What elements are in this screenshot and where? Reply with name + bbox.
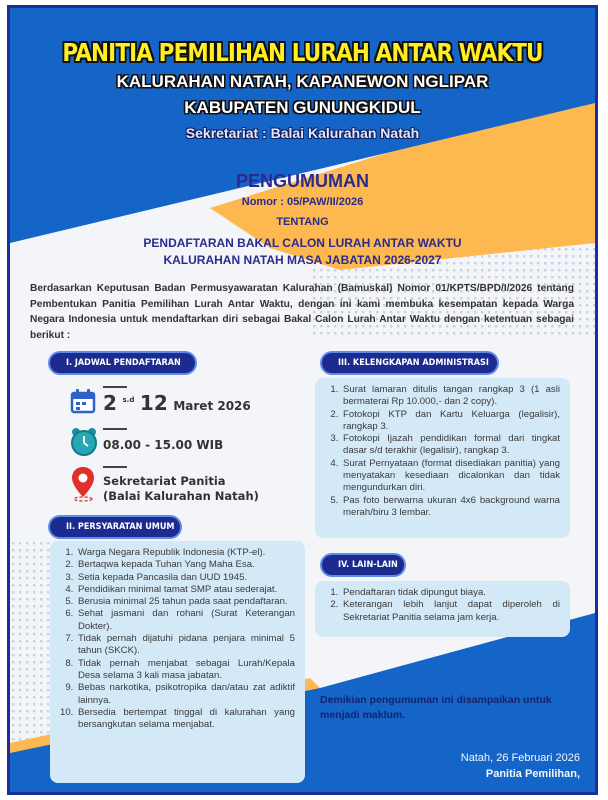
announcement-about: TENTANG (276, 216, 329, 228)
section-schedule-label: I. JADWAL PENDAFTARAN (50, 353, 195, 373)
list-item: 5. Pas foto berwarna ukuran 4x6 background warna merah/biru 3 lembar. (341, 495, 560, 520)
announcement-number: Nomor : 05/PAW/II/2026 (241, 196, 364, 208)
section-other-label: IV. LAIN-LAIN (322, 555, 404, 575)
list-item: 8. Tidak pernah menjabat sebagai Lurah/Kepala Desa selama 3 kali masa jabatan. (76, 658, 295, 683)
place-date: Natah, 26 Februari 2026 (460, 752, 580, 764)
general-requirements-box (50, 541, 305, 783)
village-line: KALURAHAN NATAH, KAPANEWON NGLIPAR (116, 72, 489, 91)
announcement-subject-line1: PENDAFTARAN BAKAL CALON LURAH ANTAR WAKTU (143, 236, 462, 250)
schedule-date-row (70, 386, 310, 416)
other-info-box (315, 581, 570, 637)
general-requirements-list (50, 541, 305, 737)
list-item: 10. Bersedia bertempat tinggal di kalurahan yang bersangkutan selama menjabat. (76, 707, 295, 732)
divider (103, 428, 127, 430)
section-general-label: II. PERSYARATAN UMUM (50, 517, 180, 537)
list-item: 4. Pendidikan minimal tamat SMP atau sederajat. (76, 584, 295, 596)
map-pin-icon (70, 466, 96, 502)
date-month: Maret 2026 (173, 399, 251, 413)
calendar-icon (70, 388, 96, 414)
signatory: Panitia Pemilihan, (485, 768, 580, 780)
schedule-time: 08.00 - 15.00 WIB (103, 438, 224, 452)
list-item: 1. Surat lamaran ditulis tangan rangkap 3 (1 asli bermaterai Rp 10.000,- dan 2 copy). (341, 384, 560, 409)
secretariat-line: Sekretariat : Balai Kalurahan Natah (185, 125, 420, 141)
schedule-place-row (70, 466, 310, 508)
section-admin-label: III. KELENGKAPAN ADMINISTRASI (322, 353, 497, 373)
place-line2: (Balai Kalurahan Natah) (103, 489, 259, 503)
list-item: 4. Surat Pernyataan (format disediakan panitia) yang menyatakan kesediaan dicalonkan dan tidak mengundurkan diri. (341, 458, 560, 495)
schedule-time-row (70, 426, 310, 458)
intro-paragraph: Berdasarkan Keputusan Badan Permusyawaratan Kalurahan (Bamuskal) Nomor 01/KPTS/BPD/I/2026 tentang Pembentukan Panitia Pemilihan Lurah Antar Waktu, dengan ini kami membuka kesempatan kepada Warga Negara Indonesia untuk mendaftarkan diri sebagai Bakal Calon Lurah Antar Waktu dengan ketentuan sebagai berikut : (30, 283, 574, 341)
admin-requirements-box (315, 378, 570, 538)
committee-title: PANITIA PEMILIHAN LURAH ANTAR WAKTU (62, 38, 543, 67)
list-item: 3. Fotokopi Ijazah pendidikan formal dari tingkat dasar s/d terakhir (legalisir), rangkap 3. (341, 433, 560, 458)
list-item: 2. Bertaqwa kepada Tuhan Yang Maha Esa. (76, 559, 295, 571)
list-item: 1. Warga Negara Republik Indonesia (KTP-el). (76, 547, 295, 559)
regency-line: KABUPATEN GUNUNGKIDUL (184, 98, 421, 117)
alarm-clock-icon (70, 426, 98, 456)
other-info-list (315, 581, 570, 630)
announcement-poster (7, 5, 598, 795)
list-item: 9. Bebas narkotika, psikotropika dan/atau zat adiktif lainnya. (76, 682, 295, 707)
closing-statement: Demikian pengumuman ini disampaikan untuk menjadi maklum. (320, 694, 552, 721)
divider (103, 466, 127, 468)
list-item: 2. Keterangan lebih lanjut dapat diperoleh di Sekretariat Panitia selama jam kerja. (341, 599, 560, 624)
date-separator: s.d (122, 396, 135, 404)
admin-requirements-list (315, 378, 570, 525)
list-item: 6. Sehat jasmani dan rohani (Surat Keterangan Dokter). (76, 608, 295, 633)
place-line1: Sekretariat Panitia (103, 474, 226, 488)
list-item: 5. Berusia minimal 25 tahun pada saat pendaftaran. (76, 596, 295, 608)
announcement-subject-line2: KALURAHAN NATAH MASA JABATAN 2026-2027 (163, 253, 442, 267)
divider (103, 386, 127, 388)
date-end: 12 (139, 391, 168, 415)
list-item: 1. Pendaftaran tidak dipungut biaya. (341, 587, 560, 599)
list-item: 2. Fotokopi KTP dan Kartu Keluarga (legalisir), rangkap 3. (341, 409, 560, 434)
list-item: 3. Setia kepada Pancasila dan UUD 1945. (76, 572, 295, 584)
date-start: 2 (103, 391, 117, 415)
announcement-heading: PENGUMUMAN (236, 171, 369, 191)
list-item: 7. Tidak pernah dijatuhi pidana penjara minimal 5 tahun (SKCK). (76, 633, 295, 658)
